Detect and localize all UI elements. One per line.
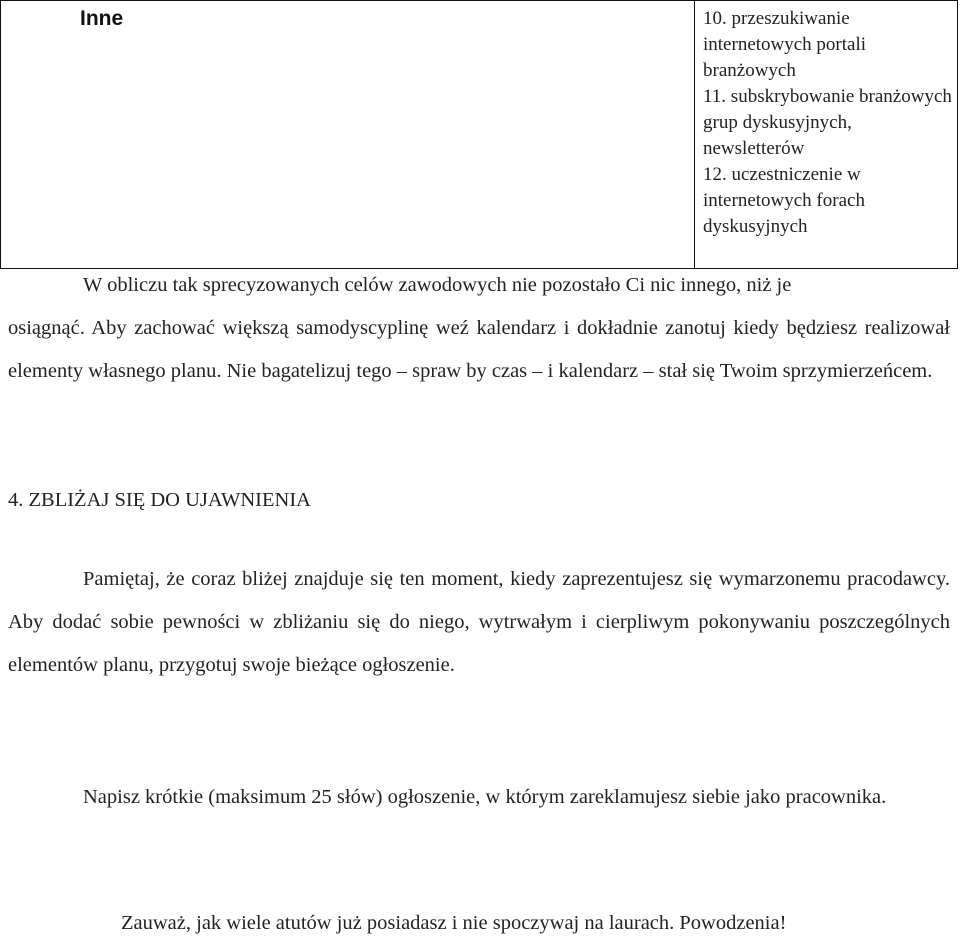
paragraph-body: Napisz krótkie (maksimum 25 słów) ogłoszenie, w którym zareklamujesz siebie jako pracownika. xyxy=(83,786,887,808)
category-label: Inne xyxy=(80,7,124,30)
paragraph-first-line: W obliczu tak sprecyzowanych celów zawodowych nie pozostało Ci nic innego, niż je xyxy=(83,274,792,296)
activities-table xyxy=(0,0,958,269)
section-heading: 4. ZBLIŻAJ SIĘ DO UJAWNIENIA xyxy=(8,489,311,511)
category-cell xyxy=(1,1,695,269)
activities-list xyxy=(695,1,957,240)
closing-line: Zauważ, jak wiele atutów już posiadasz i nie spoczywaj na laurach. Powodzenia! xyxy=(121,912,787,934)
table-row xyxy=(1,1,958,269)
list-item: 10. przeszukiwanie internetowych portali branżowych xyxy=(703,8,867,81)
paragraph-reminder xyxy=(8,558,950,687)
list-item: 11. subskrybowanie branżowych grup dyskusyjnych, newsletterów xyxy=(703,86,952,159)
paragraph-task xyxy=(8,776,950,819)
list-item: 12. uczestniczenie w internetowych forach dyskusyjnych xyxy=(703,164,865,237)
paragraph-body: osiągnąć. Aby zachować większą samodyscyplinę weź kalendarz i dokładnie zanotuj kiedy będziesz realizował elementy własnego planu. Nie bagatelizuj tego – spraw by czas – i kalendarz – stał się Twoim sprzymierzeńcem. xyxy=(8,317,950,382)
activities-cell xyxy=(695,1,958,269)
paragraph-body: Pamiętaj, że coraz bliżej znajduje się ten moment, kiedy zaprezentujesz się wymarzonemu pracodawcy. Aby dodać sobie pewności w zbliżaniu się do niego, wytrwałym i cierpliwym pokonywaniu poszczególnych elementów planu, przygotuj swoje bieżące ogłoszenie. xyxy=(8,568,950,676)
paragraph-calendar xyxy=(8,264,950,393)
